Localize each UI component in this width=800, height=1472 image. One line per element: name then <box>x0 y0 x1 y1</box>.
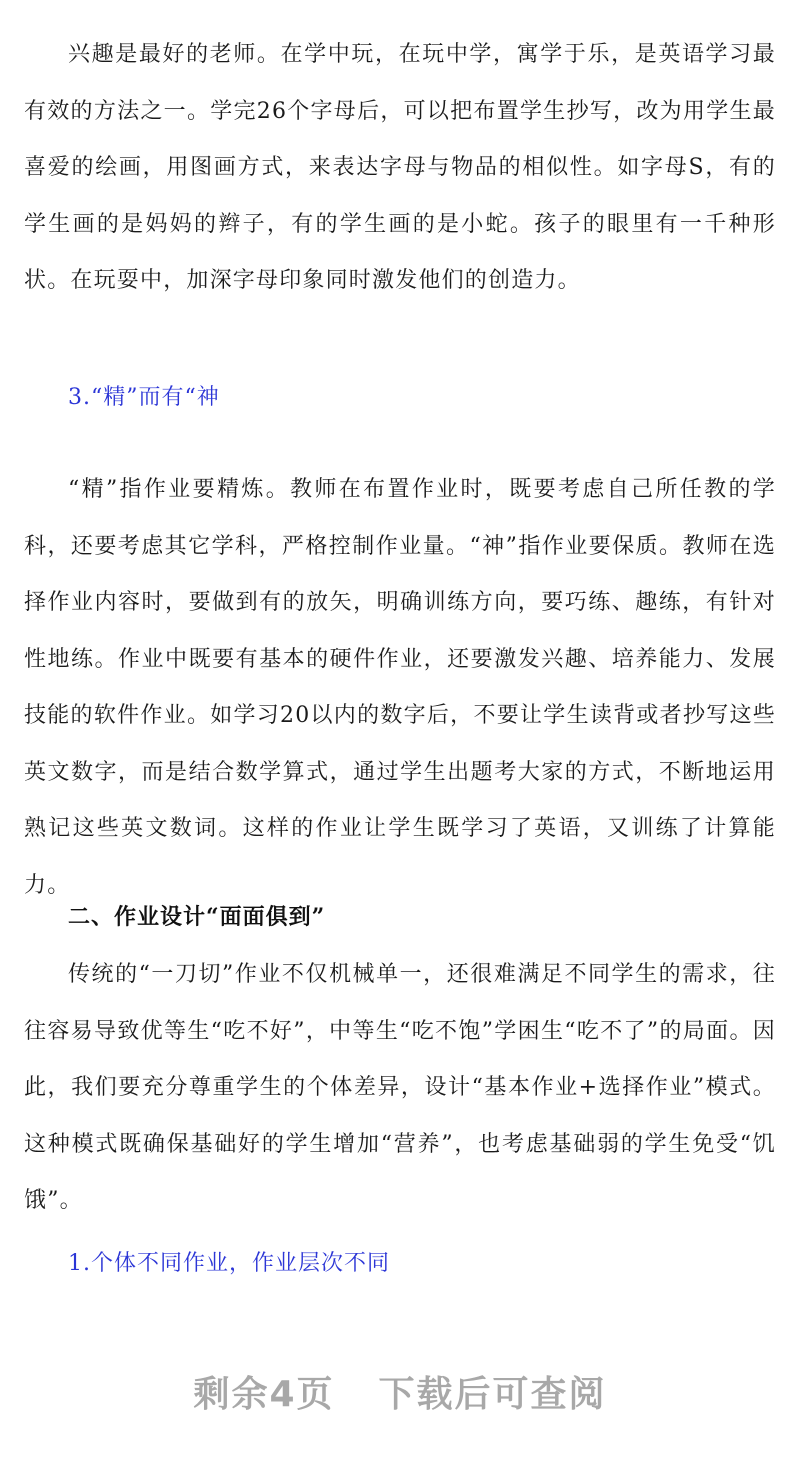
subheading-jing-er-you-shen: 3.“精”而有“神 <box>68 385 220 410</box>
paragraph-jing: “精”指作业要精炼。教师在布置作业时，既要考虑自己所任教的学科，还要考虑其它学科，严格控制作业量。“神”指作业要保质。教师在选择作业内容时，要做到有的放矢，明确训练方向，要巧练、趣练，有针对性地练。作业中既要有基本的硬件作业，还要激发兴趣、培养能力、发展技能的软件作业。如学习20以内的数字后，不要让学生读背或者抄写这些英文数字，而是结合数学算式，通过学生出题考大家的方式，不断地运用熟记这些英文数词。这样的作业让学生既学习了英语，又训练了计算能力。 <box>24 477 776 898</box>
paragraph-traditional: 传统的“一刀切”作业不仅机械单一，还很难满足不同学生的需求，往往容易导致优等生“吃不好”，中等生“吃不饱”学困生“吃不了”的局面。因此，我们要充分尊重学生的个体差异，设计“基本作业+选择作业”模式。这种模式既确保基础好的学生增加“营养”，也考虑基础弱的学生免受“饥饿”。 <box>24 962 776 1213</box>
paragraph-interest: 兴趣是最好的老师。在学中玩，在玩中学，寓学于乐，是英语学习最有效的方法之一。学完26个字母后，可以把布置学生抄写，改为用学生最喜爱的绘画，用图画方式，来表达字母与物品的相似性。如字母S，有的学生画的是妈妈的辫子，有的学生画的是小蛇。孩子的眼里有一千种形状。在玩耍中，加深字母印象同时激发他们的创造力。 <box>24 42 776 293</box>
download-footer[interactable] <box>0 1366 800 1417</box>
remaining-pages-label: 剩余4页 <box>193 1374 335 1415</box>
subheading-individual-homework: 1.个体不同作业，作业层次不同 <box>68 1251 390 1276</box>
section-heading-homework-design: 二、作业设计“面面俱到” <box>68 904 326 930</box>
download-to-view-label: 下载后可查阅 <box>378 1374 607 1415</box>
